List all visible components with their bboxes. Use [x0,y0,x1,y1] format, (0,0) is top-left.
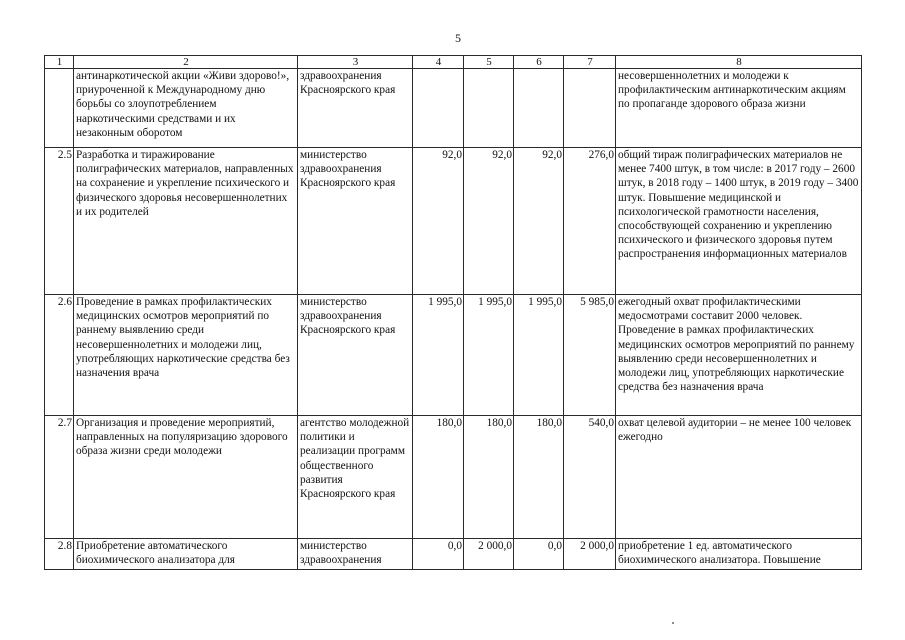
activity-cell: Разработка и тиражирование полиграфических материалов, направленных на сохранение и укрепление психического и физического здоровья несовершеннолетних и их родителей [74,148,298,295]
value-cell: 180,0 [464,416,514,539]
activity-cell: Приобретение автоматического биохимического анализатора для [74,539,298,570]
value-cell: 92,0 [464,148,514,295]
executor-cell: министерство здравоохранения Красноярского края [298,295,413,416]
activity-cell: Организация и проведение мероприятий, направленных на популяризацию здорового образа жизни среди молодежи [74,416,298,539]
result-cell: приобретение 1 ед. автоматического биохимического анализатора. Повышение [616,539,862,570]
value-cell [564,69,616,148]
table-row [45,148,862,295]
column-header: 2 [74,56,298,69]
column-header: 3 [298,56,413,69]
value-cell: 2 000,0 [564,539,616,570]
table-row [45,416,862,539]
value-cell [514,69,564,148]
column-header: 8 [616,56,862,69]
result-cell: несовершеннолетних и молодежи к профилактическим антинаркотическим акциям по пропаганде здорового образа жизни [616,69,862,148]
value-cell [413,69,464,148]
column-header: 6 [514,56,564,69]
row-number: 2.7 [45,416,74,539]
column-header-row [45,56,862,69]
value-cell: 1 995,0 [514,295,564,416]
table-row [45,69,862,148]
row-number: 2.5 [45,148,74,295]
row-number: 2.6 [45,295,74,416]
executor-cell: министерство здравоохранения [298,539,413,570]
column-header: 1 [45,56,74,69]
value-cell: 92,0 [514,148,564,295]
scan-speck [672,622,674,624]
result-cell: общий тираж полиграфических материалов не менее 7400 штук, в том числе: в 2017 году – 2600 штук, в 2018 году – 1400 штук, в 2019 году – 3400 штук. Повышение медицинской и психологической грамотности населения, способствующей сохранению и укреплению психического и физического здоровья путем распространения информационных материалов [616,148,862,295]
column-header: 4 [413,56,464,69]
result-cell: охват целевой аудитории – не менее 100 человек ежегодно [616,416,862,539]
value-cell: 0,0 [514,539,564,570]
table-row [45,295,862,416]
value-cell: 1 995,0 [413,295,464,416]
value-cell: 5 985,0 [564,295,616,416]
activity-cell: антинаркотической акции «Живи здорово!», приуроченной к Международному дню борьбы со злоупотреблением наркотическими средствами и их незаконным оборотом [74,69,298,148]
value-cell [464,69,514,148]
value-cell: 540,0 [564,416,616,539]
row-number: 2.8 [45,539,74,570]
column-header: 7 [564,56,616,69]
result-cell: ежегодный охват профилактическими медосмотрами составит 2000 человек. Проведение в рамках профилактических медицинских осмотров мероприятий по раннему выявлению среди несовершеннолетних и молодежи лиц, употребляющих наркотические средства без назначения врача [616,295,862,416]
executor-cell: министерство здравоохранения Красноярского края [298,148,413,295]
value-cell: 180,0 [413,416,464,539]
value-cell: 180,0 [514,416,564,539]
value-cell: 1 995,0 [464,295,514,416]
table-row [45,539,862,570]
page-number: 5 [455,31,461,45]
column-header: 5 [464,56,514,69]
activity-cell: Проведение в рамках профилактических медицинских осмотров мероприятий по раннему выявлению среди несовершеннолетних и молодежи лиц, употребляющих наркотические средства без назначения врача [74,295,298,416]
value-cell: 276,0 [564,148,616,295]
value-cell: 92,0 [413,148,464,295]
row-number [45,69,74,148]
value-cell: 0,0 [413,539,464,570]
executor-cell: агентство молодежной политики и реализации программ общественного развития Красноярского края [298,416,413,539]
value-cell: 2 000,0 [464,539,514,570]
executor-cell: здравоохранения Красноярского края [298,69,413,148]
program-activities-table [44,55,862,570]
